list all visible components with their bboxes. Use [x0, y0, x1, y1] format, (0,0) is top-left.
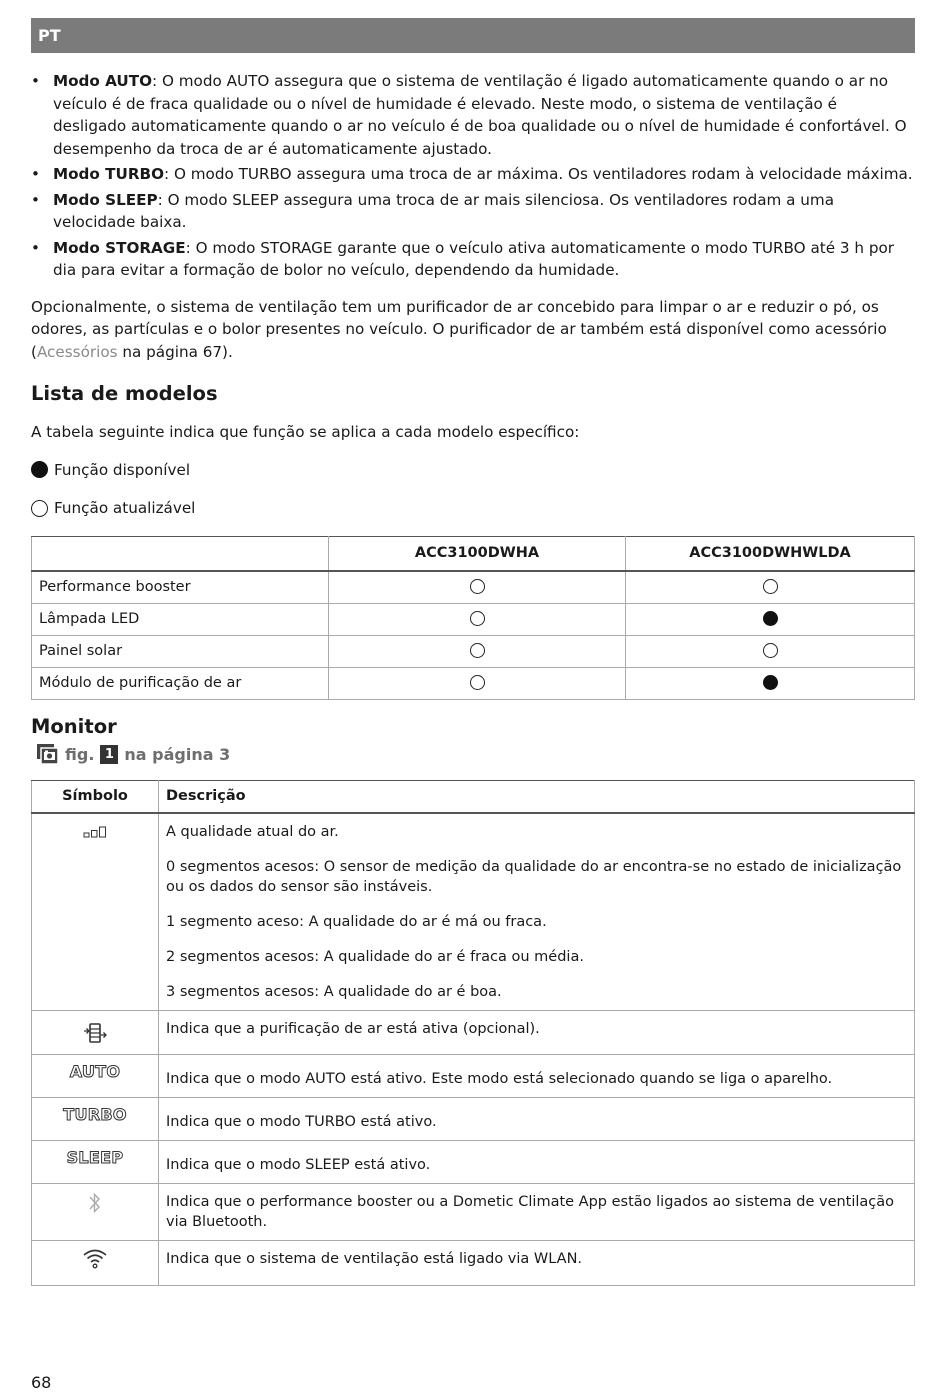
mark-cell	[329, 667, 626, 699]
bullet-icon: •	[31, 190, 40, 209]
list-item	[31, 70, 915, 160]
bluetooth-text: Indica que o performance booster ou a Dometic Climate App estão ligados ao sistema de ventilação via Bluetooth.	[166, 1193, 895, 1230]
feature-cell: Módulo de purificação de ar	[32, 667, 329, 699]
empty-circle-icon	[470, 611, 485, 626]
filled-circle-icon	[763, 611, 778, 626]
description-cell	[159, 1097, 915, 1140]
bullet-icon: •	[31, 238, 40, 257]
models-intro: A tabela seguinte indica que função se aplica a cada modelo específico:	[31, 423, 580, 441]
symbol-cell	[32, 1240, 159, 1285]
fig-label: fig.	[65, 744, 95, 764]
table-header-row	[32, 781, 915, 814]
empty-circle-icon	[470, 675, 485, 690]
modes-list	[31, 70, 915, 282]
language-bar	[31, 18, 915, 53]
air-quality-icon	[83, 825, 107, 839]
fig-page: na página 3	[124, 744, 231, 764]
mode-name: Modo AUTO	[53, 72, 153, 90]
auto-text: Indica que o modo AUTO está ativo. Este modo está selecionado quando se liga o aparelho.	[166, 1070, 833, 1087]
description-cell	[159, 1183, 915, 1240]
description-cell	[159, 813, 915, 1011]
mark-cell	[626, 603, 915, 635]
feature-cell: Performance booster	[32, 571, 329, 604]
table-row	[32, 813, 915, 1011]
legend-upgradable	[31, 497, 915, 520]
mark-cell	[626, 635, 915, 667]
wifi-icon	[82, 1247, 108, 1269]
symbol-cell	[32, 1097, 159, 1140]
models-table	[31, 536, 915, 700]
description-cell	[159, 1054, 915, 1097]
column-header-feature	[32, 536, 329, 571]
mark-cell	[626, 667, 915, 699]
bluetooth-icon	[87, 1190, 103, 1216]
mode-name: Modo STORAGE	[53, 238, 186, 257]
table-header-row	[32, 536, 915, 571]
air-quality-text: 2 segmentos acesos: A qualidade do ar é fraca ou média.	[166, 949, 584, 965]
mode-text: : O modo SLEEP assegura uma troca de ar mais silenciosa. Os ventiladores rodam a uma velocidade baixa.	[53, 190, 835, 231]
air-quality-text: 3 segmentos acesos: A qualidade do ar é boa.	[166, 984, 502, 1000]
mode-text: : O modo TURBO assegura uma troca de ar máxima. Os ventiladores rodam à velocidade máxima.	[164, 165, 913, 183]
legend-available-label: Função disponível	[54, 460, 191, 479]
mark-cell	[329, 571, 626, 604]
table-row	[32, 667, 915, 699]
table-row	[32, 1097, 915, 1140]
symbols-table	[31, 780, 915, 1286]
air-purification-icon	[83, 1021, 107, 1045]
table-row	[32, 1054, 915, 1097]
turbo-text: Indica que o modo TURBO está ativo.	[166, 1113, 437, 1130]
mode-name: Modo TURBO	[53, 165, 165, 183]
table-row	[32, 1140, 915, 1183]
symbol-cell	[32, 813, 159, 1011]
wlan-text: Indica que o sistema de ventilação está ligado via WLAN.	[166, 1250, 583, 1267]
column-header-model-a: ACC3100DWHA	[329, 536, 626, 571]
empty-circle-icon	[470, 643, 485, 658]
language-code: PT	[38, 26, 61, 45]
column-header-model-b: ACC3100DWHWLDA	[626, 536, 915, 571]
page-number: 68	[31, 1373, 52, 1392]
empty-circle-icon	[763, 579, 778, 594]
list-item	[31, 237, 915, 282]
list-item	[31, 163, 915, 186]
filled-circle-icon	[763, 675, 778, 690]
filled-circle-icon	[31, 461, 48, 478]
legend-upgradable-label: Função atualizável	[54, 499, 196, 517]
description-cell	[159, 1240, 915, 1285]
description-cell	[159, 1140, 915, 1183]
models-heading: Lista de modelos	[31, 382, 218, 405]
fig-number: 1	[100, 745, 118, 764]
turbo-mode-icon: TURBO	[63, 1104, 127, 1124]
bullet-icon: •	[31, 72, 40, 90]
empty-circle-icon	[763, 643, 778, 658]
sleep-text: Indica que o modo SLEEP está ativo.	[166, 1156, 431, 1173]
mode-text: : O modo AUTO assegura que o sistema de ventilação é ligado automaticamente quando o ar no veículo é de fraca qualidade ou o nível de humidade é elevado. Neste modo, o sistema de ventilação é desligado automaticamente quando o ar no veículo é de boa qualidade ou o nível de humidade é confortável. O desempenho da troca de ar é automaticamente ajustado.	[53, 72, 907, 158]
symbol-cell	[32, 1011, 159, 1055]
symbol-cell	[32, 1183, 159, 1240]
air-quality-text: 1 segmento aceso: A qualidade do ar é má ou fraca.	[166, 914, 547, 930]
table-row	[32, 1011, 915, 1055]
column-header-symbol: Símbolo	[32, 781, 159, 814]
purifier-text-end: na página 67).	[117, 342, 233, 361]
sleep-mode-icon: SLEEP	[66, 1147, 124, 1167]
accessories-link[interactable]: Acessórios	[36, 342, 118, 361]
feature-cell: Painel solar	[32, 635, 329, 667]
table-row	[32, 635, 915, 667]
purifier-text: Opcionalmente, o sistema de ventilação tem um purificador de ar concebido para limpar o ar e reduzir o pó, os odores, as partículas e o bolor presentes no veículo. O purificador de ar também está disponível como acessório (	[31, 297, 887, 361]
mark-cell	[329, 635, 626, 667]
purification-text: Indica que a purificação de ar está ativa (opcional).	[166, 1021, 540, 1037]
air-quality-text: 0 segmentos acesos: O sensor de medição da qualidade do ar encontra-se no estado de inicialização ou os dados do sensor são instáveis.	[166, 859, 902, 895]
symbol-cell	[32, 1140, 159, 1183]
bullet-icon: •	[31, 165, 40, 183]
symbol-cell	[32, 1054, 159, 1097]
empty-circle-icon	[31, 500, 48, 517]
mode-text: : O modo STORAGE garante que o veículo ativa automaticamente o modo TURBO até 3 h por dia para evitar a formação de bolor no veículo, dependendo da humidade.	[53, 238, 895, 279]
mark-cell	[329, 603, 626, 635]
feature-cell: Lâmpada LED	[32, 603, 329, 635]
list-item	[31, 189, 915, 234]
monitor-heading: Monitor	[31, 714, 117, 738]
auto-mode-icon: AUTO	[69, 1061, 121, 1081]
mark-cell	[626, 571, 915, 604]
air-quality-text: A qualidade atual do ar.	[166, 824, 339, 840]
empty-circle-icon	[470, 579, 485, 594]
page-content	[31, 70, 915, 1286]
table-row	[32, 1183, 915, 1240]
mode-name: Modo SLEEP	[53, 190, 158, 209]
figure-reference[interactable]	[37, 744, 915, 767]
table-row	[32, 571, 915, 604]
camera-icon	[37, 744, 59, 765]
table-row	[32, 603, 915, 635]
column-header-description: Descrição	[159, 781, 915, 814]
legend-available	[31, 459, 915, 482]
table-row	[32, 1240, 915, 1285]
description-cell	[159, 1011, 915, 1055]
purifier-paragraph	[31, 296, 915, 364]
